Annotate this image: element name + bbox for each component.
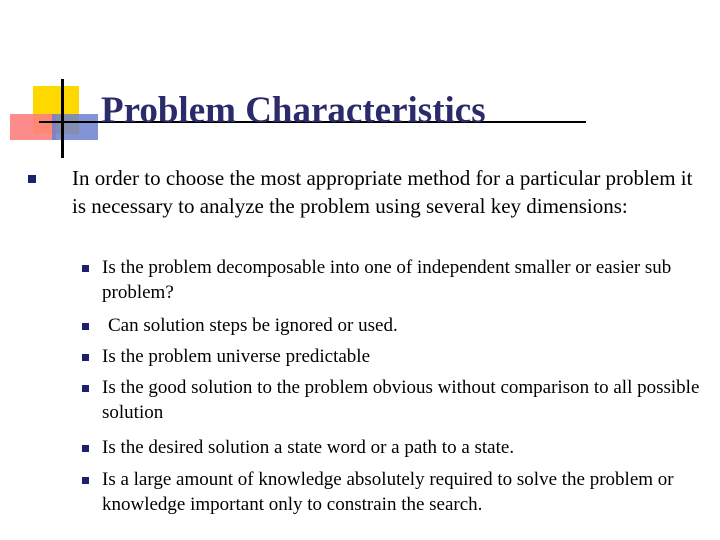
slide-title: Problem Characteristics	[101, 90, 486, 131]
bullet-square-icon	[82, 354, 89, 361]
logo-vertical-line	[61, 79, 64, 158]
sub-bullet-text: Is a large amount of knowledge absolutely required to solve the problem or knowledge important only to constrain the search.	[102, 469, 674, 515]
sub-bullet-text: Can solution steps be ignored or used.	[108, 315, 398, 336]
logo-red-square	[10, 114, 56, 140]
bullet-square-icon	[82, 445, 89, 452]
main-bullet-text: In order to choose the most appropriate method for a particular problem it is necessary to analyze the problem using several key dimensions:	[72, 166, 693, 218]
sub-bullet-text: Is the desired solution a state word or a path to a state.	[102, 437, 515, 458]
bullet-square-icon	[82, 477, 89, 484]
sub-bullet-text: Is the problem universe predictable	[102, 346, 371, 367]
sub-bullet-text: Is the problem decomposable into one of independent smaller or easier sub problem?	[102, 257, 672, 303]
slide-logo	[0, 0, 100, 170]
bullet-square-icon	[82, 385, 89, 392]
bullet-square-icon	[82, 323, 89, 330]
bullet-square-icon	[28, 175, 36, 183]
bullet-square-icon	[82, 265, 89, 272]
logo-blue-square	[52, 114, 98, 140]
sub-bullet-text: Is the good solution to the problem obvious without comparison to all possible solution	[102, 377, 700, 423]
